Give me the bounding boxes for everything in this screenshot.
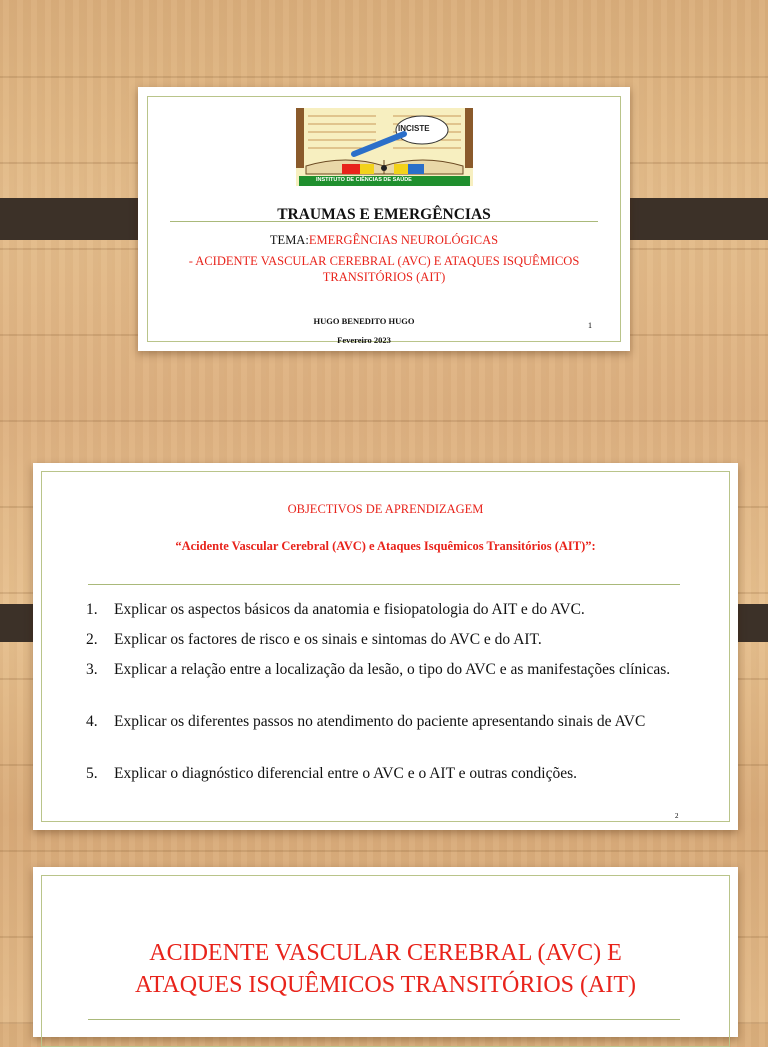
logo-badge-text: INCISTE: [398, 124, 430, 133]
presentation-date: Fevereiro 2023: [337, 335, 391, 345]
tema-label: TEMA:: [269, 233, 309, 247]
slide-2[interactable]: [33, 463, 738, 830]
topic-subtitle: - ACIDENTE VASCULAR CEREBRAL (AVC) E ATAQUES ISQUÊMICOS TRANSITÓRIOS (AIT): [188, 254, 580, 284]
slide-1[interactable]: [138, 87, 630, 351]
institute-logo: [296, 108, 473, 186]
logo-caption: INSTITUTO DE CIÊNCIAS DE SAÚDE: [316, 177, 412, 183]
section-title: [33, 937, 738, 1001]
objective-item: 5. Explicar o diagnóstico diferencial entre o AVC e o AIT e outras condições.: [86, 765, 578, 782]
side-bar-left-top: [0, 198, 156, 240]
side-bar-right-top: [612, 198, 768, 240]
page-number: 1: [588, 321, 592, 330]
section-title-line-1: ACIDENTE VASCULAR CEREBRAL (AVC) E: [149, 940, 622, 966]
section-title-line-2: ATAQUES ISQUÊMICOS TRANSITÓRIOS (AIT): [135, 972, 636, 998]
objective-item: 2. Explicar os factores de risco e os sinais e sintomas do AVC e do AIT.: [86, 631, 542, 648]
page-number: 2: [675, 812, 679, 820]
course-title: TRAUMAS E EMERGÊNCIAS: [277, 206, 491, 223]
objectives-rule: [88, 584, 680, 585]
objectives-topic-quote: “Acidente Vascular Cerebral (AVC) e Ataques Isquêmicos Transitórios (AIT)”:: [175, 539, 596, 553]
tema-line: [138, 233, 630, 248]
objective-item: 4. Explicar os diferentes passos no atendimento do paciente apresentando sinais de AVC: [86, 713, 646, 730]
tema-value: EMERGÊNCIAS NEUROLÓGICAS: [308, 233, 499, 247]
slide-3[interactable]: [33, 867, 738, 1037]
objective-item: 3. Explicar a relação entre a localização da lesão, o tipo do AVC e as manifestações clínicas.: [86, 661, 671, 678]
objective-item: 1. Explicar os aspectos básicos da anatomia e fisiopatologia do AIT e do AVC.: [86, 601, 585, 618]
author-name: HUGO BENEDITO HUGO: [313, 316, 415, 326]
section-rule: [88, 1019, 680, 1020]
objectives-heading: OBJECTIVOS DE APRENDIZAGEM: [287, 502, 484, 516]
